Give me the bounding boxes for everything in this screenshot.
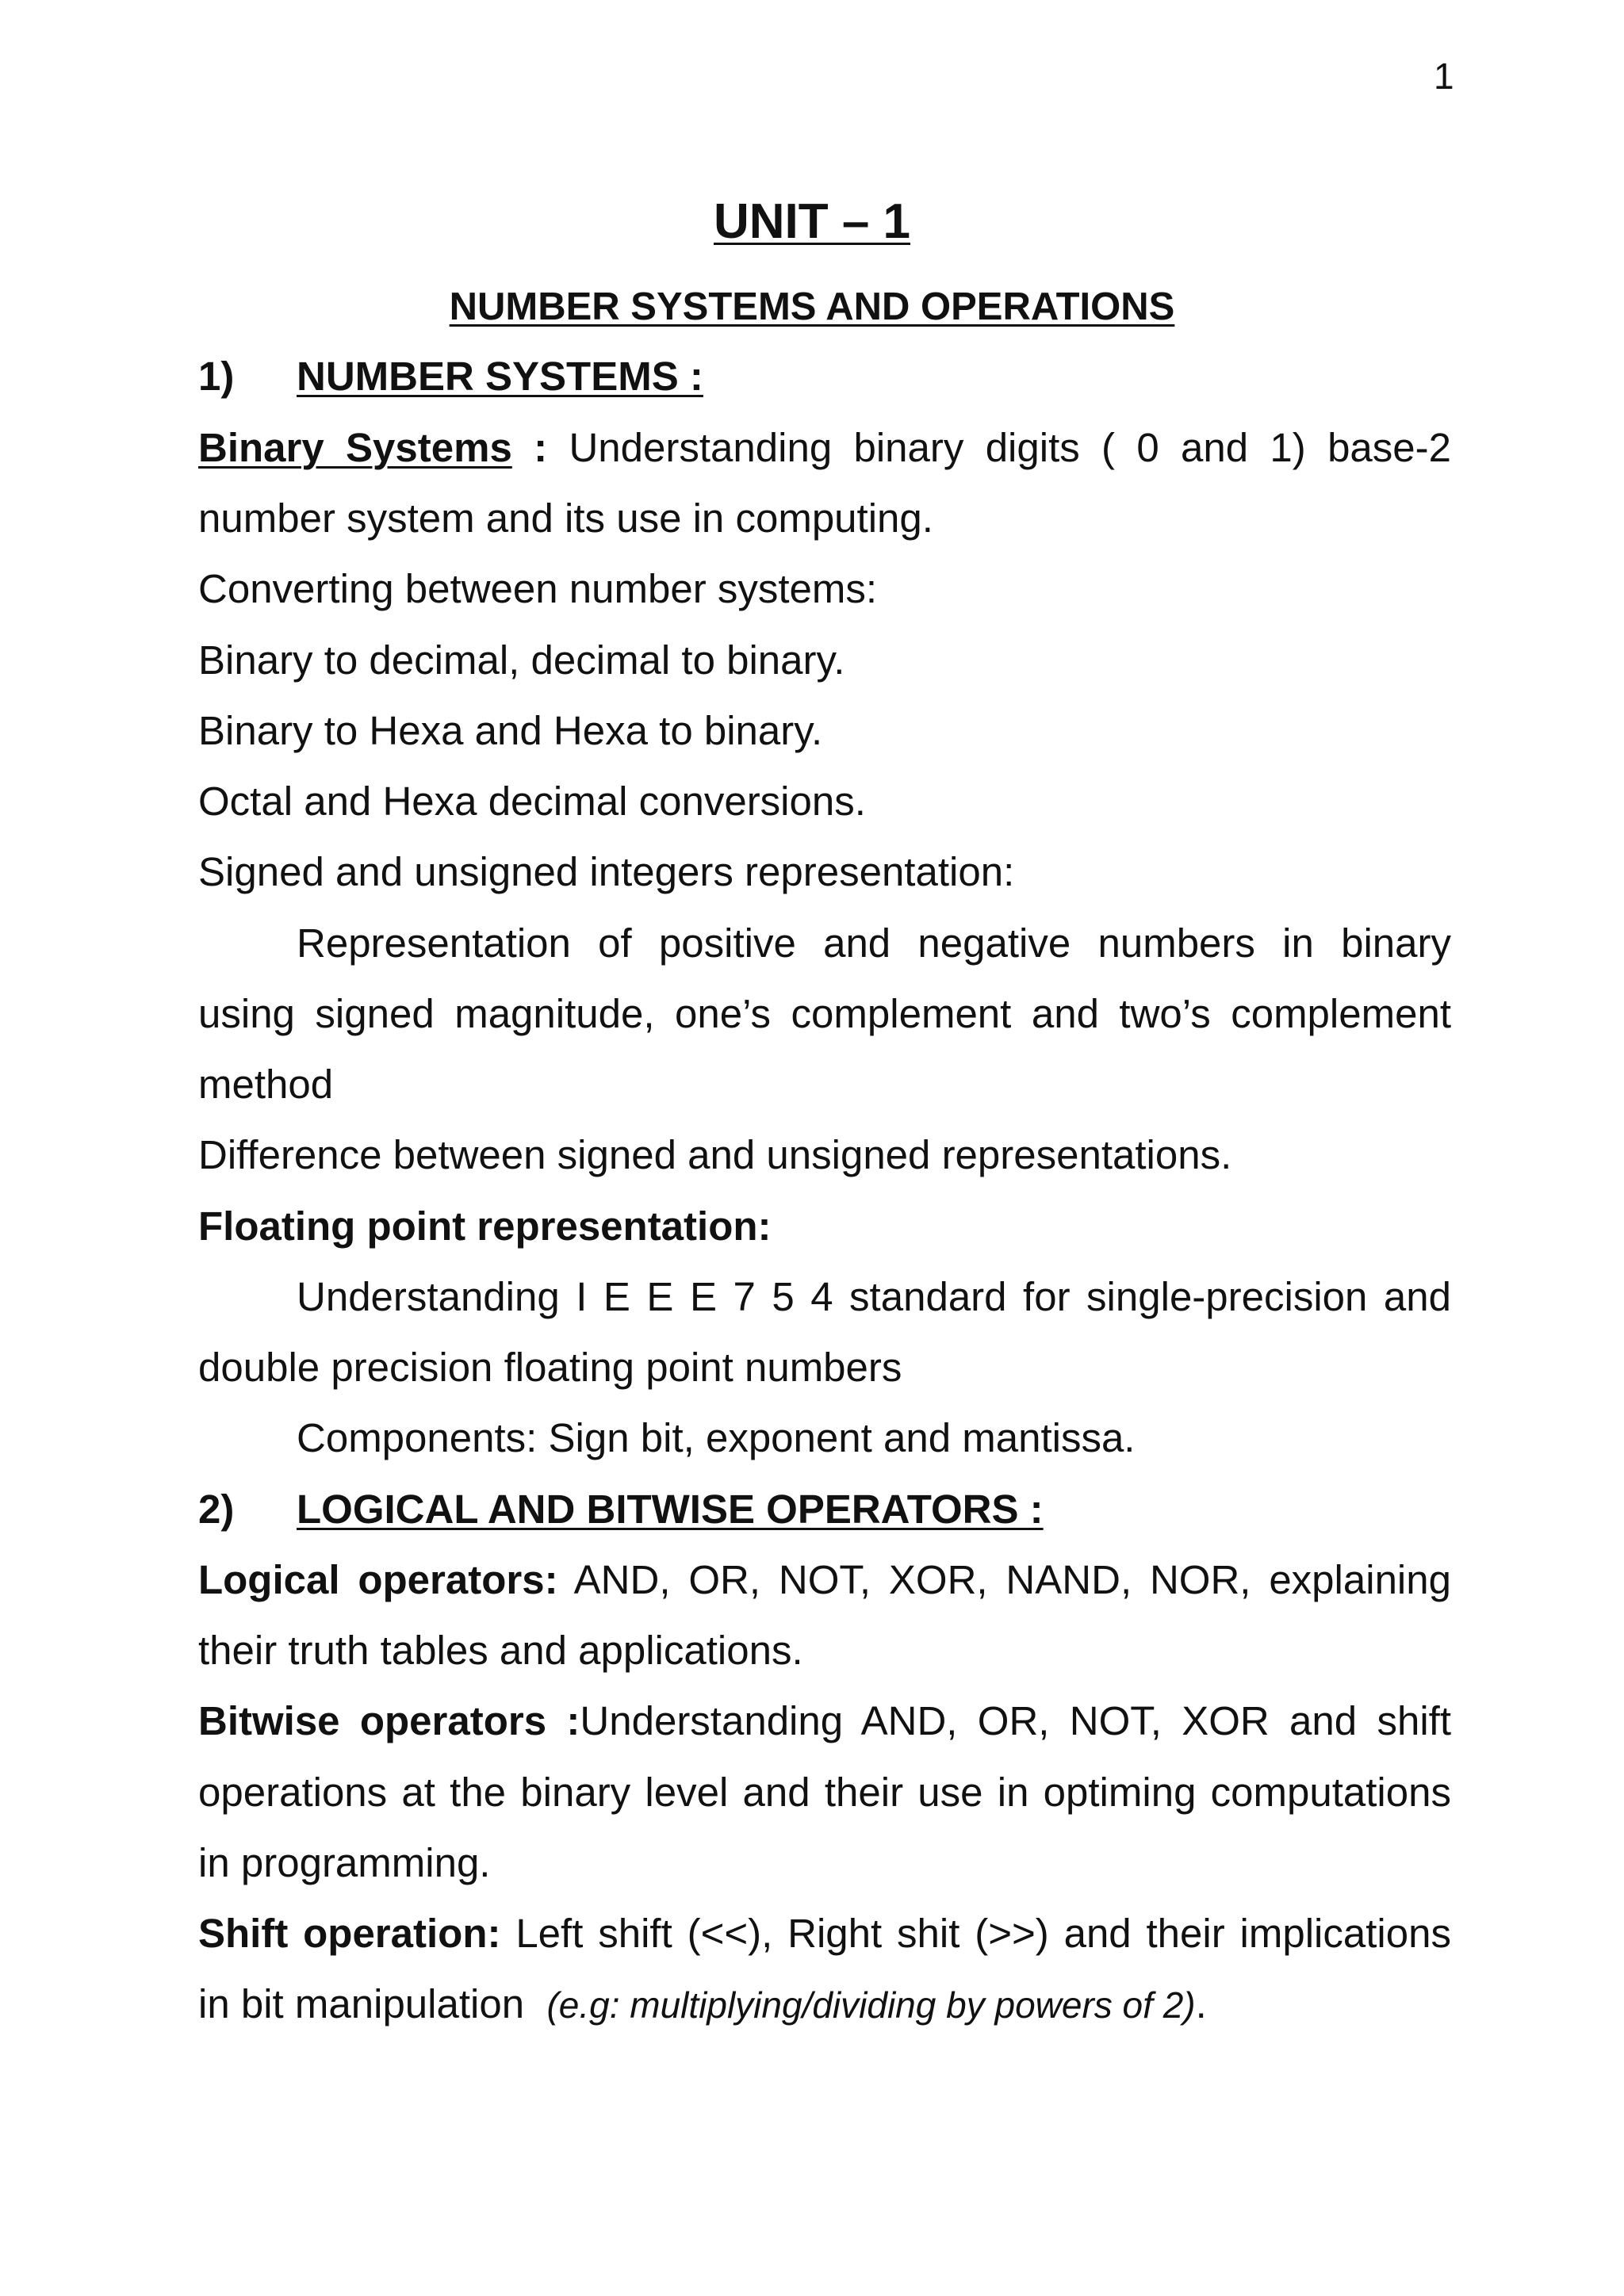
binary-systems-colon: :: [534, 425, 548, 470]
bitwise-line3: in programming.: [198, 1840, 491, 1885]
shift-line1: [198, 1910, 1451, 1957]
section2-heading: [198, 1486, 1451, 1533]
float-heading: Floating point representation:: [198, 1203, 772, 1249]
signed-heading: Signed and unsigned integers representation:: [198, 849, 1015, 894]
bitwise-label: Bitwise operators: [198, 1698, 547, 1743]
conversion-item-3: Octal and Hexa decimal conversions.: [198, 779, 866, 824]
section2-number: 2): [198, 1487, 235, 1532]
section1-heading-text: NUMBER SYSTEMS :: [297, 354, 703, 399]
binary-systems-line2: number system and its use in computing.: [198, 496, 933, 541]
bitwise-text: Understanding AND, OR, NOT, XOR and shift: [580, 1698, 1451, 1743]
unit-title: [0, 194, 1624, 249]
difference-line: Difference between signed and unsigned representations.: [198, 1132, 1232, 1177]
signed-line3: method: [198, 1062, 334, 1107]
unit-subtitle-text: NUMBER SYSTEMS AND OPERATIONS: [449, 285, 1175, 328]
converting-heading: Converting between number systems:: [198, 566, 878, 611]
components-line: Components: Sign bit, exponent and mantissa.: [297, 1415, 1136, 1460]
shift-label: Shift operation:: [198, 1911, 501, 1956]
signed-line2: using signed magnitude, one’s complement and two’s complement: [198, 991, 1451, 1036]
binary-systems-text: Understanding binary digits ( 0 and 1) base-2: [569, 425, 1452, 470]
shift-line2: [198, 1980, 1451, 2029]
conversion-item-2: Binary to Hexa and Hexa to binary.: [198, 708, 823, 753]
unit-title-text: UNIT – 1: [713, 194, 911, 249]
shift-example: (e.g: multiplying/dividing by powers of 2): [546, 1984, 1196, 2026]
shift-line2-text: in bit manipulation: [198, 1981, 525, 2026]
signed-line1: Representation of positive and negative numbers in binary: [297, 920, 1451, 966]
page-number: 1: [1434, 55, 1454, 97]
bitwise-colon: :: [566, 1698, 580, 1743]
conversion-item-1: Binary to decimal, decimal to binary.: [198, 637, 845, 683]
unit-subtitle: [0, 283, 1624, 331]
logical-line1: [198, 1556, 1451, 1604]
float-line1: Understanding I E E E 7 5 4 standard for single-precision and: [297, 1274, 1451, 1319]
shift-text: Left shift (<<), Right shit (>>) and their implications: [515, 1911, 1451, 1956]
logical-text: AND, OR, NOT, XOR, NAND, NOR, explaining: [573, 1557, 1451, 1602]
float-line2: double precision floating point numbers: [198, 1345, 902, 1390]
section2-heading-text: LOGICAL AND BITWISE OPERATORS :: [297, 1487, 1044, 1532]
section1-number: 1): [198, 354, 235, 399]
logical-label: Logical operators:: [198, 1557, 558, 1602]
binary-systems-line1: [198, 424, 1451, 472]
shift-end: .: [1195, 1981, 1207, 2026]
section1-heading: [198, 353, 1451, 400]
bitwise-line2: operations at the binary level and their use in optiming computations: [198, 1770, 1451, 1815]
logical-line2: their truth tables and applications.: [198, 1628, 803, 1673]
bitwise-line1: [198, 1697, 1451, 1745]
binary-systems-label: Binary Systems: [198, 425, 512, 470]
